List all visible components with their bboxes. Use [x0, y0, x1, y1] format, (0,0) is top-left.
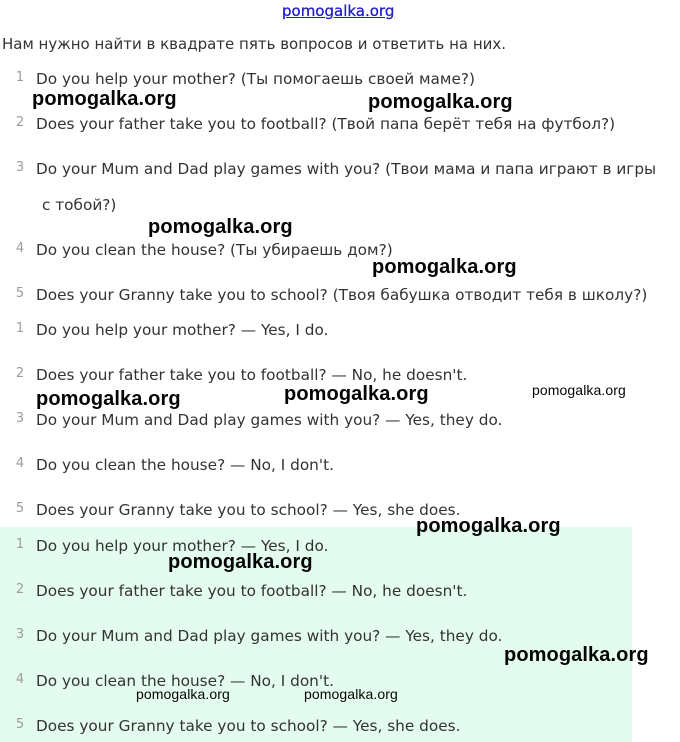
question-text: Does your father take you to football? (Твой папа берёт тебя на футбол?): [36, 115, 616, 133]
answer-text: Do you help your mother? — Yes, I do.: [36, 321, 329, 339]
question-text: Does your Granny take you to school? (Твоя бабушка отводит тебя в школу?): [36, 286, 648, 304]
answer-text: Does your Granny take you to school? — Yes, she does.: [36, 717, 461, 735]
list-number: 3: [15, 411, 25, 426]
answer-text: Does your Granny take you to school? — Yes, she does.: [36, 501, 461, 519]
list-number: 1: [15, 321, 25, 336]
answer-text: Do your Mum and Dad play games with you? — Yes, they do.: [36, 627, 503, 645]
list-number: 5: [15, 501, 25, 516]
answer-text: Does your father take you to football? — No, he doesn't.: [36, 366, 468, 384]
watermark-text: pomogalka.org: [368, 91, 513, 113]
question-text: Do you clean the house? (Ты убираешь дом?): [36, 241, 393, 259]
question-text: Do your Mum and Dad play games with you? (Твои мама и папа играют в игры: [36, 160, 657, 178]
list-number: 2: [15, 115, 25, 130]
list-number: 4: [15, 672, 25, 687]
intro-text: Нам нужно найти в квадрате пять вопросов и ответить на них.: [2, 35, 507, 53]
watermark-text: pomogalka.org: [504, 644, 649, 666]
header-link[interactable]: pomogalka.org: [282, 2, 395, 20]
list-number: 2: [15, 366, 25, 381]
list-number: 1: [15, 537, 25, 552]
list-number: 5: [15, 717, 25, 732]
watermark-text: pomogalka.org: [136, 686, 230, 702]
watermark-text: pomogalka.org: [304, 686, 398, 702]
watermark-text: pomogalka.org: [32, 88, 177, 110]
watermark-text: pomogalka.org: [532, 382, 626, 398]
answer-text: Do you clean the house? — No, I don't.: [36, 672, 334, 690]
answer-text: Does your father take you to football? — No, he doesn't.: [36, 582, 468, 600]
watermark-text: pomogalka.org: [372, 256, 517, 278]
list-number: 1: [15, 70, 25, 85]
watermark-text: pomogalka.org: [36, 388, 181, 410]
watermark-text: pomogalka.org: [284, 383, 429, 405]
answer-text: Do you clean the house? — No, I don't.: [36, 456, 334, 474]
watermark-text: pomogalka.org: [416, 515, 561, 537]
answer-text: Do your Mum and Dad play games with you? — Yes, they do.: [36, 411, 503, 429]
list-number: 5: [15, 286, 25, 301]
answer-text: Do you help your mother? — Yes, I do.: [36, 537, 329, 555]
list-number: 4: [15, 241, 25, 256]
list-number: 2: [15, 582, 25, 597]
list-number: 4: [15, 456, 25, 471]
list-number: 3: [15, 160, 25, 175]
watermark-text: pomogalka.org: [148, 216, 293, 238]
list-number: 3: [15, 627, 25, 642]
watermark-text: pomogalka.org: [168, 551, 313, 573]
question-text: Do you help your mother? (Ты помогаешь своей маме?): [36, 70, 475, 88]
question-text-continuation: с тобой?): [42, 196, 117, 214]
